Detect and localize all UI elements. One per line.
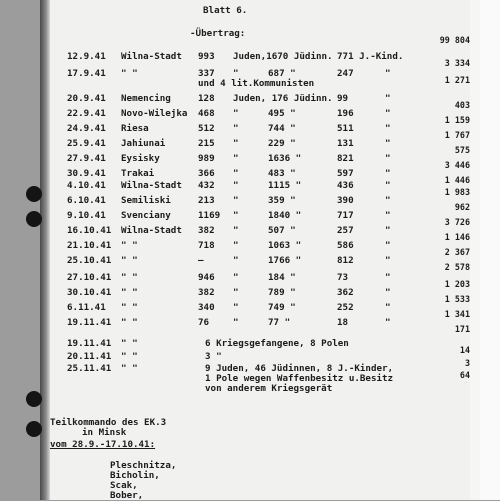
row-jews: Juden,1670 Jüdinn.	[233, 51, 333, 62]
footer-name: Bicholin,	[110, 470, 160, 481]
row-jews: "	[233, 210, 239, 221]
row-total: 340	[198, 302, 215, 313]
row-children: 247	[337, 68, 354, 79]
row-place: Wilna-Stadt	[121, 51, 182, 62]
row-children: 511	[337, 123, 354, 134]
row-total: 512	[198, 123, 215, 134]
row-total: 213	[198, 195, 215, 206]
row-jews: "	[233, 287, 239, 298]
row-women: 1115 "	[268, 180, 302, 191]
row-jews: "	[233, 255, 239, 266]
row-place: Semiliski	[121, 195, 171, 206]
row-total: 1169	[198, 210, 221, 221]
footer-name: Bober,	[110, 490, 144, 501]
row-total: 432	[198, 180, 215, 191]
page-edge	[480, 0, 500, 500]
row-women: 507 "	[268, 225, 296, 236]
row-note: 6 Kriegsgefangene, 8 Polen	[205, 338, 349, 349]
row-date: 17.9.41	[67, 68, 106, 79]
row-running-total: 575	[454, 145, 470, 155]
row-children: 717	[337, 210, 354, 221]
row-place: Jahiunai	[121, 138, 166, 149]
row-date: 25.10.41	[67, 255, 112, 266]
row-place: Trakai	[121, 168, 155, 179]
row-jews: "	[233, 123, 239, 134]
row-note: 9 Juden, 46 Jüdinnen, 8 J.-Kinder,	[205, 363, 394, 374]
row-total: 718	[198, 240, 215, 251]
row-place: " "	[121, 68, 138, 79]
row-total: 366	[198, 168, 215, 179]
row-running-total: 1 767	[444, 130, 470, 140]
row-running-total: 3 726	[444, 217, 470, 227]
row-mark: "	[385, 287, 391, 298]
row-mark: "	[385, 272, 391, 283]
row-running-total: 1 983	[444, 187, 470, 197]
row-date: 6.10.41	[67, 195, 106, 206]
row-date: 9.10.41	[67, 210, 106, 221]
row-women: 229 "	[268, 138, 296, 149]
row-women: 1840 "	[268, 210, 302, 221]
row-children: 252	[337, 302, 354, 313]
row-mark: "	[385, 302, 391, 313]
binder-edge	[40, 0, 50, 500]
row-running-total: 2 367	[444, 247, 470, 257]
row-running-total: 1 159	[444, 115, 470, 125]
row-date: 25.9.41	[67, 138, 106, 149]
row-jews: "	[233, 302, 239, 313]
row-total: 468	[198, 108, 215, 119]
row-place: Svenciany	[121, 210, 171, 221]
row-running-total: 962	[454, 202, 470, 212]
row-mark: "	[385, 225, 391, 236]
punch-hole	[26, 421, 42, 437]
row-total: 76	[198, 317, 210, 328]
row-children: 812	[337, 255, 354, 266]
row-running-total: 1 271	[444, 75, 470, 85]
row-date: 27.9.41	[67, 153, 106, 164]
row-mark: "	[385, 68, 391, 79]
row-date: 6.11.41	[67, 302, 106, 313]
row-jews: "	[233, 153, 239, 164]
row-children: 597	[337, 168, 354, 179]
row-mark: "	[385, 123, 391, 134]
carryover-total: 99 804	[439, 35, 470, 45]
footer-line-2: in Minsk	[82, 427, 127, 438]
sheet-label: Blatt 6.	[203, 5, 248, 16]
row-date: 30.10.41	[67, 287, 112, 298]
row-women: 744 "	[268, 123, 296, 134]
row-jews: "	[233, 168, 239, 179]
row-running-total: 64	[459, 370, 470, 380]
row-women: 789 "	[268, 287, 296, 298]
row-date: 20.11.41	[67, 351, 112, 362]
row-date: 21.10.41	[67, 240, 112, 251]
row-total: 989	[198, 153, 215, 164]
row-date: 19.11.41	[67, 338, 112, 349]
row-running-total: 1 533	[444, 294, 470, 304]
row-mark: "	[385, 240, 391, 251]
row-note: 1 Pole wegen Waffenbesitz u.Besitz	[205, 373, 394, 384]
row-women: 1636 "	[268, 153, 302, 164]
row-jews: Juden, 176 Jüdinn.	[233, 93, 333, 104]
row-total: 215	[198, 138, 215, 149]
punch-hole	[26, 211, 42, 227]
row-mark: "	[385, 180, 391, 191]
row-running-total: 403	[454, 100, 470, 110]
row-running-total: 3	[464, 358, 470, 368]
footer-name: Pleschnitza,	[110, 460, 177, 471]
row-mark: "	[385, 317, 391, 328]
row-children: 436	[337, 180, 354, 191]
row-mark: "	[385, 168, 391, 179]
row-jews: "	[233, 240, 239, 251]
row-children: 390	[337, 195, 354, 206]
row-total: 993	[198, 51, 215, 62]
row-running-total: 171	[454, 324, 470, 334]
row-children: 362	[337, 287, 354, 298]
row-date: 16.10.41	[67, 225, 112, 236]
row-children: 18	[337, 317, 349, 328]
row-date: 22.9.41	[67, 108, 106, 119]
carryover-label: -Übertrag:	[190, 28, 246, 39]
punch-hole	[26, 186, 42, 202]
row-running-total: 2 578	[444, 262, 470, 272]
row-running-total: 1 341	[444, 309, 470, 319]
row-jews: "	[233, 108, 239, 119]
row-jews: "	[233, 272, 239, 283]
row-place: " "	[121, 272, 138, 283]
row-jews: "	[233, 68, 239, 79]
row-mark: "	[385, 255, 391, 266]
row-running-total: 3 334	[444, 58, 470, 68]
row-women: 77 "	[268, 317, 291, 328]
row-jews: "	[233, 180, 239, 191]
row-place: Wilna-Stadt	[121, 225, 182, 236]
row-date: 19.11.41	[67, 317, 112, 328]
row-women: 495 "	[268, 108, 296, 119]
row-children: 257	[337, 225, 354, 236]
row-jews: "	[233, 195, 239, 206]
row-date: 30.9.41	[67, 168, 106, 179]
row-jews: "	[233, 138, 239, 149]
row-place: Eysisky	[121, 153, 160, 164]
punch-hole	[26, 391, 42, 407]
row-place: " "	[121, 240, 138, 251]
row-place: " "	[121, 363, 138, 374]
row-place: " "	[121, 255, 138, 266]
row-total: 337	[198, 68, 215, 79]
row-mark: "	[385, 108, 391, 119]
row-women: 1063 "	[268, 240, 302, 251]
row-jews: "	[233, 317, 239, 328]
row-total: 946	[198, 272, 215, 283]
row-place: " "	[121, 351, 138, 362]
row-date: 12.9.41	[67, 51, 106, 62]
row-women: 184 "	[268, 272, 296, 283]
row-children: 196	[337, 108, 354, 119]
row-mark: "	[385, 210, 391, 221]
row-place: Nemencing	[121, 93, 171, 104]
row-mark: "	[385, 93, 391, 104]
row-jews: "	[233, 225, 239, 236]
row-mark: "	[385, 153, 391, 164]
row-total: 128	[198, 93, 215, 104]
row-women: 359 "	[268, 195, 296, 206]
row-date: 25.11.41	[67, 363, 112, 374]
row-extra-note: und 4 lit.Kommunisten	[198, 78, 315, 89]
row-running-total: 1 203	[444, 279, 470, 289]
row-note: von anderem Kriegsgerät	[205, 383, 333, 394]
row-place: Riesa	[121, 123, 149, 134]
row-mark: "	[385, 138, 391, 149]
row-date: 4.10.41	[67, 180, 106, 191]
row-place: Novo-Wilejka	[121, 108, 188, 119]
row-children: 99	[337, 93, 349, 104]
row-place: " "	[121, 302, 138, 313]
footer-line-3: vom 28.9.-17.10.41:	[50, 439, 156, 450]
row-children: 586	[337, 240, 354, 251]
row-date: 24.9.41	[67, 123, 106, 134]
row-women: 483 "	[268, 168, 296, 179]
row-mark: "	[385, 195, 391, 206]
row-running-total: 3 446	[444, 160, 470, 170]
row-date: 20.9.41	[67, 93, 106, 104]
row-total: —	[198, 255, 204, 266]
row-children: 131	[337, 138, 354, 149]
row-women: 749 "	[268, 302, 296, 313]
row-children: 821	[337, 153, 354, 164]
row-running-total: 1 446	[444, 175, 470, 185]
row-running-total: 14	[459, 345, 470, 355]
footer-name: Scak,	[110, 480, 138, 491]
footer-line-1: Teilkommando des EK.3	[50, 417, 167, 428]
row-women: 687 "	[268, 68, 296, 79]
row-running-total: 1 146	[444, 232, 470, 242]
row-total: 382	[198, 287, 215, 298]
row-place: Wilna-Stadt	[121, 180, 182, 191]
row-note: 3 "	[205, 351, 222, 362]
row-children: 73	[337, 272, 349, 283]
row-children: 771 J.-Kind.	[337, 51, 404, 62]
row-place: " "	[121, 287, 138, 298]
row-total: 382	[198, 225, 215, 236]
row-place: " "	[121, 338, 138, 349]
row-date: 27.10.41	[67, 272, 112, 283]
row-place: " "	[121, 317, 138, 328]
row-women: 1766 "	[268, 255, 302, 266]
